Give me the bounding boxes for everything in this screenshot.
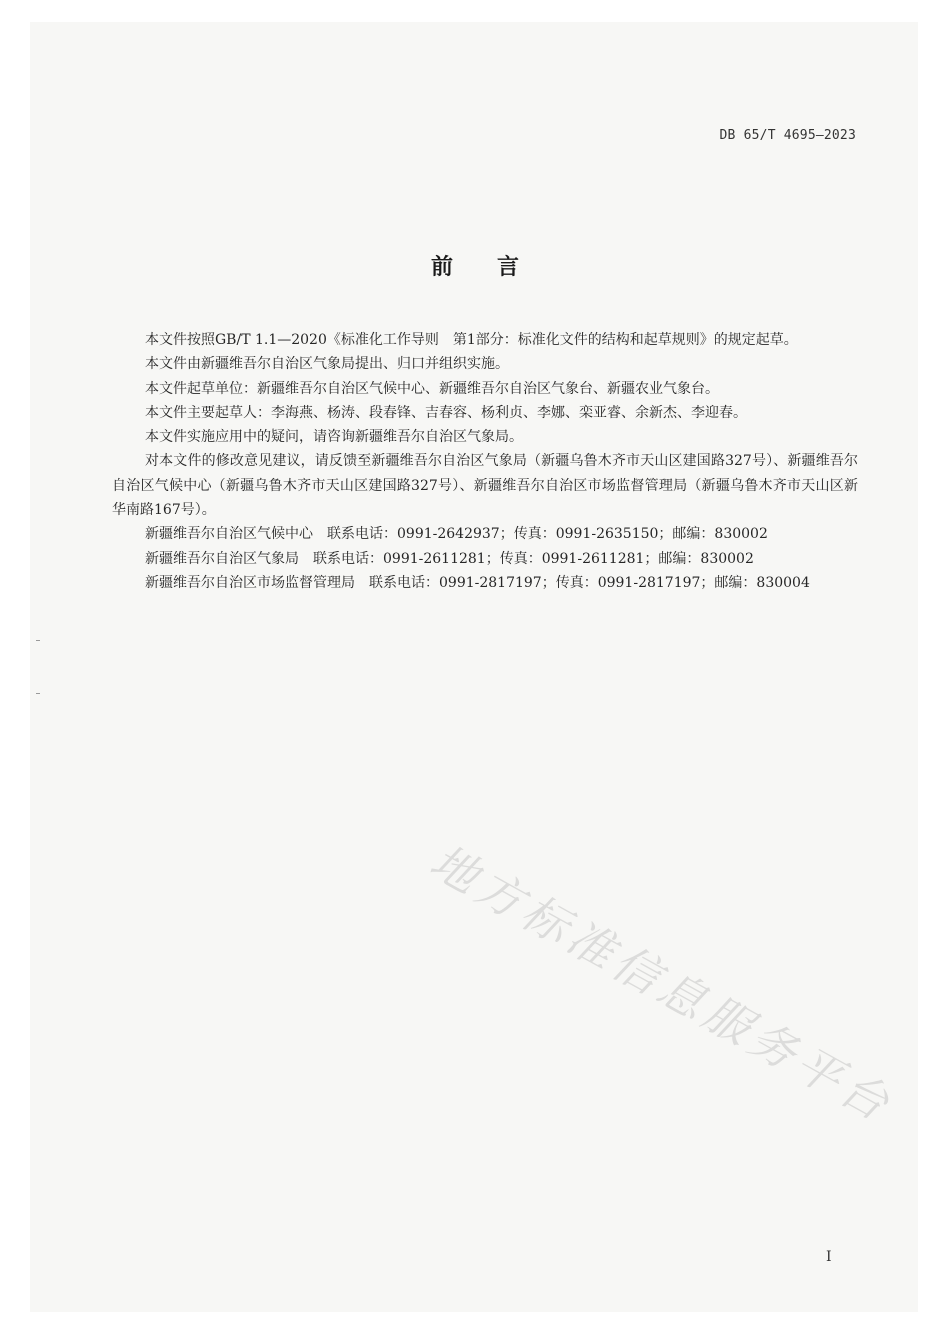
paragraph-proposer: 本文件由新疆维吾尔自治区气象局提出、归口并组织实施。 bbox=[145, 356, 509, 373]
contact-market-supervision: 新疆维吾尔自治区市场监督管理局 联系电话：0991-2817197；传真：0991-2817197；邮编：830004 bbox=[145, 574, 810, 591]
contact-meteorological-bureau: 新疆维吾尔自治区气象局 联系电话：0991-2611281；传真：0991-2611281；邮编：830002 bbox=[145, 550, 754, 567]
contact-climate-center: 新疆维吾尔自治区气候中心 联系电话：0991-2642937；传真：0991-2635150；邮编：830002 bbox=[145, 526, 768, 543]
watermark: 地方标准信息服务平台 bbox=[421, 833, 903, 1134]
scan-speck bbox=[36, 640, 40, 641]
document-code: DB 65/T 4695—2023 bbox=[719, 128, 856, 143]
paragraph-drafting-rules: 本文件按照GB/T 1.1—2020《标准化工作导则 第1部分：标准化文件的结构和起草规则》的规定起草。 bbox=[145, 332, 798, 348]
scan-speck bbox=[36, 693, 40, 694]
paragraph-inquiries: 本文件实施应用中的疑问，请咨询新疆维吾尔自治区气象局。 bbox=[145, 429, 523, 446]
foreword-title: 前言 bbox=[430, 255, 563, 280]
paragraph-feedback: 对本文件的修改意见建议，请反馈至新疆维吾尔自治区气象局（新疆乌鲁木齐市天山区建国路327号）、新疆维吾尔自治区气候中心（新疆乌鲁木齐市天山区建国路327号）、新疆维吾尔自治区市场监督管理局（新疆乌鲁木齐市天山区新华南路167号）。 bbox=[112, 453, 858, 519]
paragraph-drafters: 本文件主要起草人：李海燕、杨涛、段春锋、吉春容、杨利贞、李娜、栾亚睿、余新杰、李迎春。 bbox=[145, 404, 747, 421]
foreword-body bbox=[112, 328, 858, 595]
page-sheet bbox=[30, 22, 918, 1312]
page-number: I bbox=[826, 1249, 832, 1265]
paragraph-drafting-units: 本文件起草单位：新疆维吾尔自治区气候中心、新疆维吾尔自治区气象台、新疆农业气象台。 bbox=[145, 380, 719, 397]
